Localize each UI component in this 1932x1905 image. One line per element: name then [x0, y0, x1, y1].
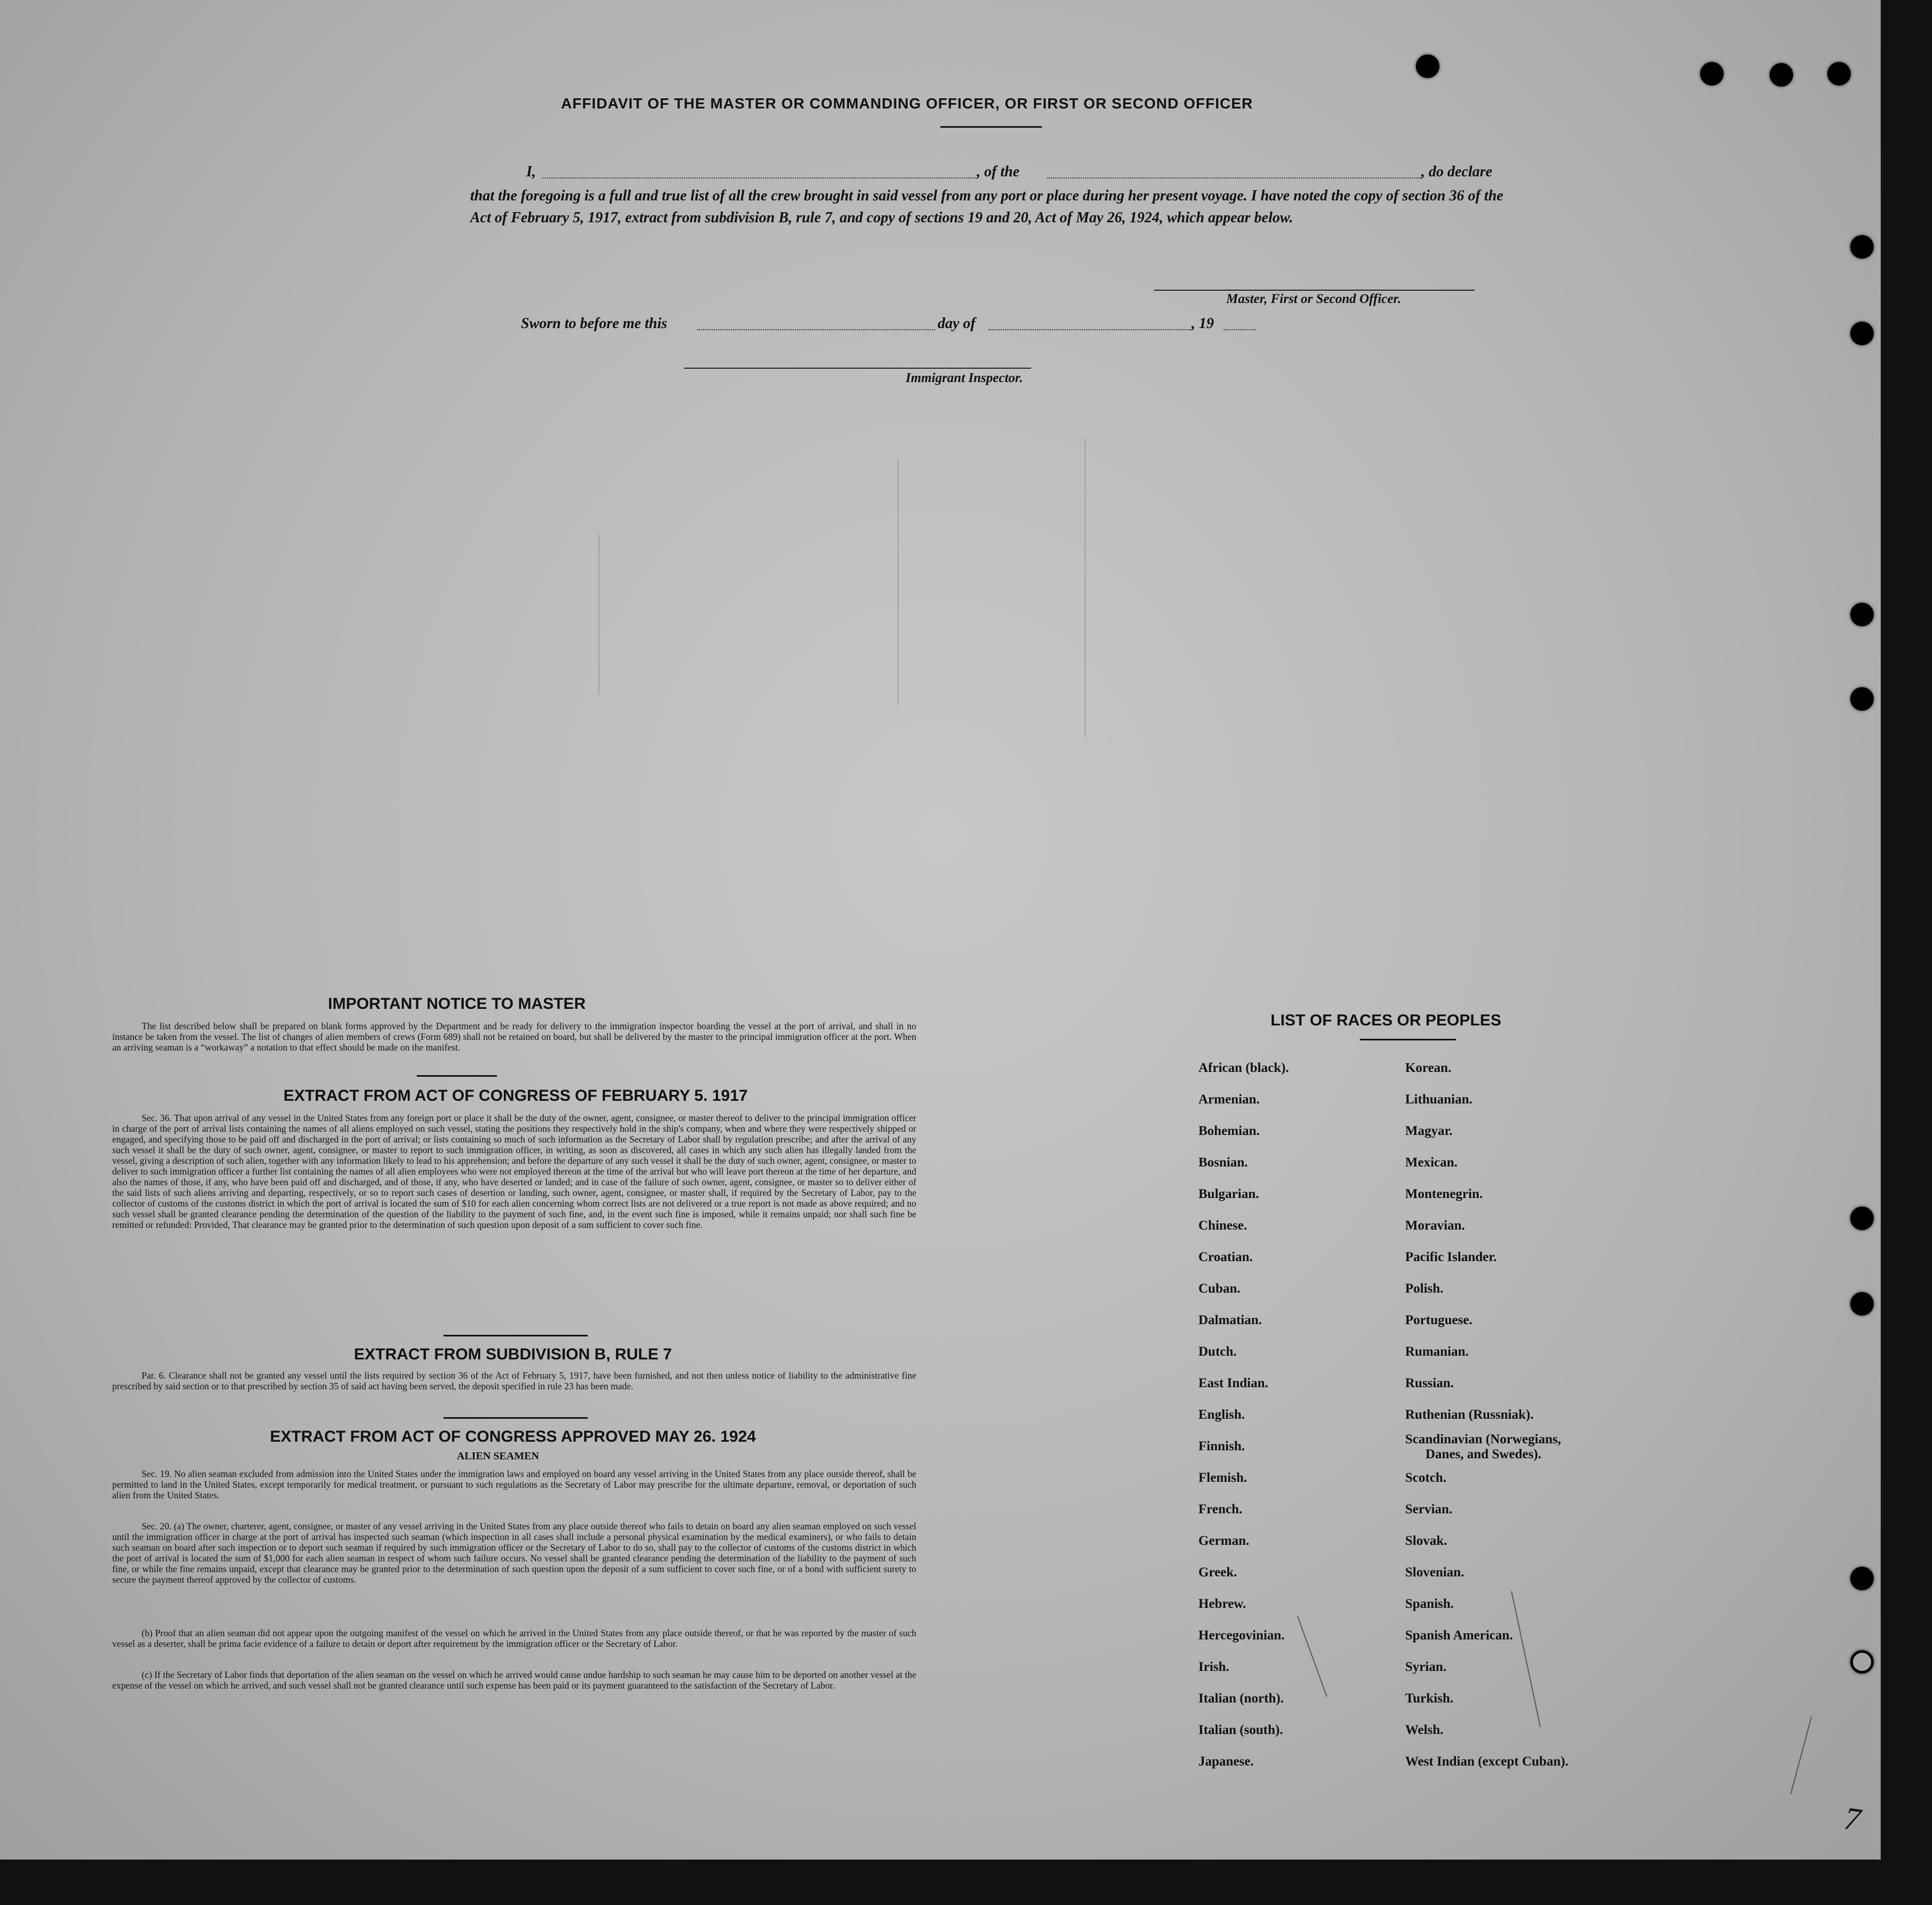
page-edge-shadow	[1881, 0, 1932, 1905]
race-item: Slovenian.	[1405, 1565, 1464, 1580]
race-item: Pacific Islander.	[1405, 1250, 1497, 1264]
section-rule	[443, 1335, 588, 1336]
binder-hole	[1700, 62, 1724, 85]
extract-1917-title: EXTRACT FROM ACT OF CONGRESS OF FEBRUARY 5. 1917	[283, 1087, 748, 1105]
affidavit-text: that the foregoing is a full and true list of all the crew brought in said vessel from any port or place during her present voyage. I have noted the copy of section 36 of the Act of February 5, 1917, extract from subdivision B, rule 7, and copy of sections 19 and 20, Act of May 26, 1924, which appear below.	[470, 188, 1503, 226]
year-prefix-label: , 19	[1191, 315, 1214, 332]
declarant-label: I,	[526, 164, 536, 180]
race-item: Moravian.	[1405, 1218, 1465, 1233]
of-the-label: , of the	[977, 164, 1020, 180]
sec20c-text: (c) If the Secretary of Labor finds that deportation of the alien seaman on the vessel on which he arrived would cause undue hardship to such seaman he may cause him to be deported on another vessel at the expense of the vessel on which he arrived, and such vessel shall not be granted clearance until such expense has been paid or its payment guaranteed to the satisfaction of the Secretary of Labor.	[112, 1669, 916, 1691]
notice-text: The list described below shall be prepared on blank forms approved by the Department and be ready for delivery to the immigration inspector boarding the vessel at the port of arrival, and shall in no instance be taken from the vessel. The list of changes of alien members of crews (Form 689) shall not be retained on board, but shall be delivered by the master to the principal immigration officer at the port. When an arriving seaman is a “workaway” a notation to that effect should be made on the manifest.	[112, 1021, 916, 1053]
race-item: Italian (north).	[1198, 1691, 1284, 1706]
sec20a-text: Sec. 20. (a) The owner, charterer, agent, consignee, or master of any vessel arriving in the United States from any place outside thereof who fails to detain on board any alien seaman employed on such vessel until the immigration officer in charge at the port of arrival has inspected such seaman (which inspection in all cases shall include a personal physical examination by the medical examiners), or who fails to detain such seaman on board after such inspection or to deport such seaman if required by such immigration officer or the Secretary of Labor to do so, shall pay to the collector of customs of the customs district in which the port of arrival is located the sum of $1,000 for each alien seaman in respect of whom such failure occurs. No vessel shall be granted clearance pending the determination of the liability to the payment of such fine, or while the fine remains unpaid, except that clearance may be granted prior to the determination of such question upon the deposit of a sum sufficient to cover such fine, or of a bond with sufficient surety to secure the payment thereof approved by the collector of customs.	[112, 1521, 916, 1585]
binder-hole	[1850, 322, 1874, 345]
day-of-label: day of	[938, 315, 976, 332]
race-item: Korean.	[1405, 1061, 1452, 1075]
bleed-through-line	[1085, 438, 1086, 737]
page-bottom-shadow	[0, 1860, 1932, 1905]
binder-hole	[1850, 687, 1874, 711]
race-item: Hebrew.	[1198, 1597, 1247, 1611]
race-item: Polish.	[1405, 1281, 1444, 1296]
extract-rule7-title: EXTRACT FROM SUBDIVISION B, RULE 7	[354, 1346, 672, 1363]
race-item: German.	[1198, 1534, 1250, 1548]
race-item: Italian (south).	[1198, 1723, 1283, 1737]
race-item: Dalmatian.	[1198, 1313, 1262, 1327]
races-title: LIST OF RACES OR PEOPLES	[1271, 1012, 1501, 1029]
race-item: Slovak.	[1405, 1534, 1447, 1548]
race-item: Cuban.	[1198, 1281, 1241, 1296]
race-item: Russian.	[1405, 1376, 1454, 1390]
master-signature-line[interactable]	[1154, 290, 1475, 291]
section-rule	[443, 1417, 588, 1419]
binder-hole	[1770, 63, 1793, 87]
binder-hole	[1416, 55, 1439, 78]
binder-hole	[1827, 62, 1851, 85]
race-item: West Indian (except Cuban).	[1405, 1754, 1569, 1769]
race-item: Flemish.	[1198, 1471, 1247, 1485]
race-item: Japanese.	[1198, 1754, 1254, 1769]
binder-hole	[1850, 1650, 1874, 1674]
race-item: Chinese.	[1198, 1218, 1247, 1233]
title-rule	[940, 126, 1042, 128]
race-item: Hercegovinian.	[1198, 1628, 1285, 1643]
bleed-through-line	[598, 534, 599, 695]
race-item: Welsh.	[1405, 1723, 1444, 1737]
race-item: Irish.	[1198, 1660, 1229, 1674]
alien-seamen-subtitle: ALIEN SEAMEN	[457, 1450, 539, 1462]
inspector-signature-line[interactable]	[684, 368, 1031, 369]
notice-title: IMPORTANT NOTICE TO MASTER	[328, 995, 586, 1013]
race-item: Spanish.	[1405, 1597, 1454, 1611]
binder-hole	[1850, 235, 1874, 259]
sworn-year-field[interactable]	[1224, 329, 1256, 330]
race-item: Mexican.	[1405, 1155, 1458, 1170]
affidavit-title: AFFIDAVIT OF THE MASTER OR COMMANDING OFFICER, OR FIRST OR SECOND OFFICER	[561, 95, 1253, 112]
section-rule	[417, 1075, 497, 1077]
race-item: Bulgarian.	[1198, 1187, 1259, 1201]
sworn-day-field[interactable]	[697, 329, 935, 330]
do-declare-label: , do declare	[1421, 164, 1492, 180]
race-item: Croatian.	[1198, 1250, 1253, 1264]
race-item: Bosnian.	[1198, 1155, 1248, 1170]
pen-mark	[1297, 1616, 1328, 1697]
bleed-through-line	[898, 460, 899, 705]
declarant-name-field[interactable]	[542, 177, 978, 178]
race-item: African (black).	[1198, 1061, 1289, 1075]
extract-1924-title: EXTRACT FROM ACT OF CONGRESS APPROVED MAY 26. 1924	[270, 1428, 756, 1445]
race-item: Spanish American.	[1405, 1628, 1513, 1643]
extract-rule7-text: Par. 6. Clearance shall not be granted any vessel until the lists required by section 36 of the Act of February 5, 1917, have been furnished, and not then unless notice of liability to the administrative fine prescribed by said section or to that prescribed by section 35 of said act having been served, the deposit specified in rule 23 has been made.	[112, 1370, 916, 1391]
race-item: Syrian.	[1405, 1660, 1447, 1674]
pen-mark	[1790, 1716, 1812, 1794]
race-item: Dutch.	[1198, 1344, 1237, 1359]
race-item: East Indian.	[1198, 1376, 1268, 1390]
race-item: Portuguese.	[1405, 1313, 1473, 1327]
master-signature-label: Master, First or Second Officer.	[1226, 292, 1401, 306]
race-item: Greek.	[1198, 1565, 1237, 1580]
binder-hole	[1850, 1207, 1874, 1230]
extract-1917-text: Sec. 36. That upon arrival of any vessel in the United States from any foreign port or place it shall be the duty of the owner, agent, consignee, or master thereof to deliver to the principal immigration officer in charge of the port of arrival lists containing the names of all aliens employed on such vessel, stating the positions they respectively hold in the ship's company, when and where they were respectively shipped or engaged, and specifying those to be paid off and discharged in the port of arrival; or lists containing so much of such information as the Secretary of Labor shall by regulation prescribe; and after the arrival of any such vessel it shall be the duty of such owner, agent, consignee, or master to report to such immigration officer, in writing, as soon as discovered, all cases in which any such alien has illegally landed from the vessel, giving a description of such alien, together with any information likely to lead to his apprehension; and before the departure of any such vessel it shall be the duty of such owner, agent, consignee, or master to deliver to such immigration officer a further list containing the names of all alien employees who were not employed thereon at the time of the arrival but who will leave port thereon at the time of her departure, and also the names of those, if any, who have been paid off and discharged, and of those, if any, who have deserted or landed; and in case of the failure of such owner, agent, consignee, or master so to deliver either of the said lists of such aliens arriving and departing, respectively, or so to report such cases of desertion or landing, such owner, agent, consignee, or master shall, if required by the Secretary of Labor, pay to the collector of customs of the customs district in which the port of arrival is located the sum of $10 for each alien concerning whom correct lists are not delivered or a true report is not made as above required; and no such vessel shall be granted clearance pending the determination of the question of the liability to the payment of such fine, and, in the event such fine is imposed, while it remains unpaid; nor shall such fine be remitted or refunded: Provided, That clearance may be granted prior to the determination of such question upon deposit of a sum sufficient to cover such fine.	[112, 1113, 916, 1230]
binder-hole	[1850, 603, 1874, 626]
race-item: Lithuanian.	[1405, 1092, 1473, 1107]
race-item: English.	[1198, 1408, 1245, 1422]
race-item: Servian.	[1405, 1502, 1453, 1517]
sworn-month-field[interactable]	[988, 329, 1191, 330]
race-item: Danes, and Swedes).	[1425, 1447, 1541, 1461]
race-item: Scotch.	[1405, 1471, 1447, 1485]
race-item: Scandinavian (Norwegians,	[1405, 1432, 1561, 1447]
race-item: Finnish.	[1198, 1439, 1245, 1453]
inspector-label: Immigrant Inspector.	[906, 371, 1023, 385]
binder-hole	[1850, 1567, 1874, 1590]
sec19-text: Sec. 19. No alien seaman excluded from admission into the United States under the immigration laws and employed on board any vessel arriving in the United States from any place outside thereof, shall be permitted to land in the United States, except temporarily for medical treatment, or pursuant to such regulations as the Secretary of Labor may prescribe for the ultimate departure, removal, or deportation of such alien from the United States.	[112, 1468, 916, 1500]
pen-mark	[1511, 1591, 1541, 1728]
sworn-label: Sworn to before me this	[521, 315, 667, 332]
race-item: Bohemian.	[1198, 1124, 1260, 1138]
margin-mark: 7	[1842, 1800, 1863, 1838]
race-item: Rumanian.	[1405, 1344, 1469, 1359]
race-item: Montenegrin.	[1405, 1187, 1483, 1201]
race-item: Armenian.	[1198, 1092, 1260, 1107]
race-item: Ruthenian (Russniak).	[1405, 1408, 1534, 1422]
race-item: Turkish.	[1405, 1691, 1454, 1706]
binder-hole	[1850, 1292, 1874, 1316]
race-item: French.	[1198, 1502, 1243, 1517]
vessel-name-field[interactable]	[1047, 177, 1421, 178]
sec20b-text: (b) Proof that an alien seaman did not appear upon the outgoing manifest of the vessel on which he arrived in the United States from any place outside thereof, or that he was reported by the master of such vessel as a deserter, shall be prima facie evidence of a failure to detain or deport after requirement by the immigration officer or the Secretary of Labor.	[112, 1628, 916, 1649]
race-item: Magyar.	[1405, 1124, 1453, 1138]
title-rule	[1360, 1039, 1456, 1040]
